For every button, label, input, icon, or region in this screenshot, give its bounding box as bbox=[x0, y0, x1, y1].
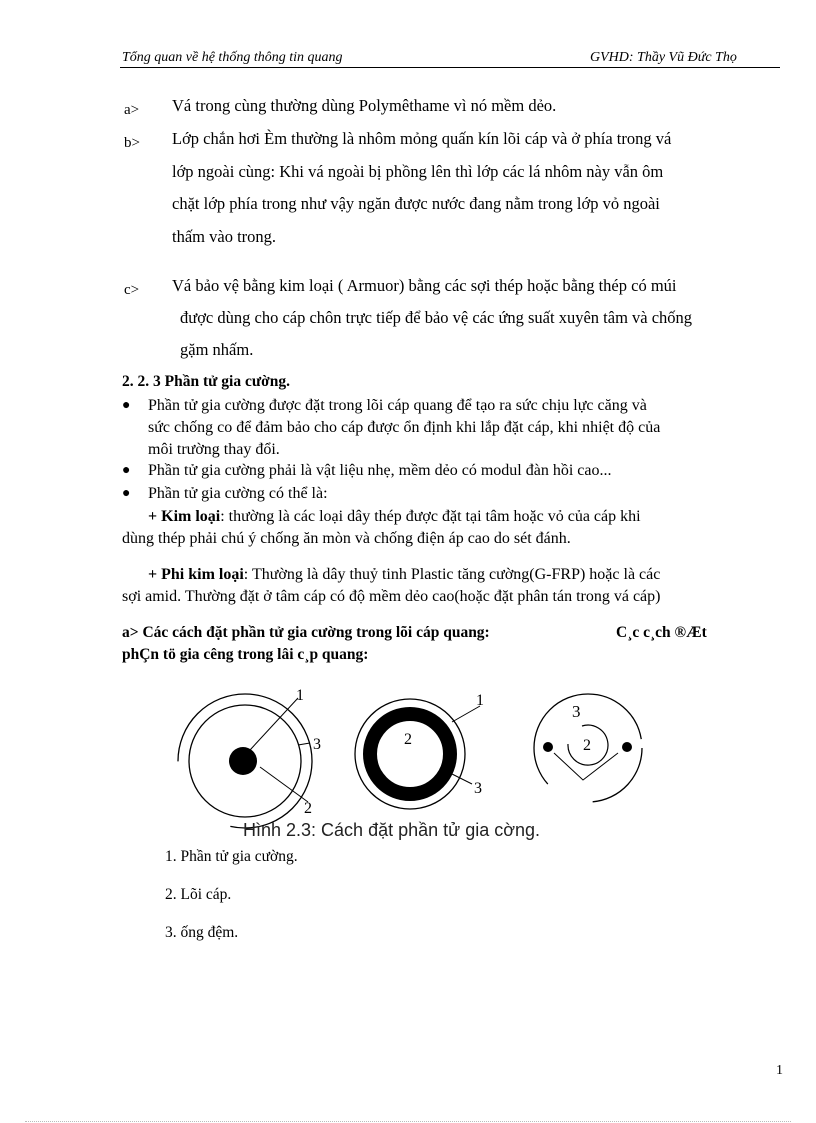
label-3: 3 bbox=[572, 702, 581, 721]
figure-caption: Hình 2.3: Cách đặt phần tử gia cờng. bbox=[243, 820, 541, 840]
legend-item: 1. Phần tử gia cường. bbox=[165, 848, 298, 865]
strength-member bbox=[622, 742, 632, 752]
metal-paragraph bbox=[148, 506, 778, 528]
bullet-dot: ● bbox=[122, 463, 131, 478]
item-b-line: thấm vào trong. bbox=[172, 226, 277, 246]
item-b-label: b> bbox=[124, 135, 140, 151]
section-heading: 2. 2. 3 Phần tử gia cường. bbox=[122, 373, 290, 390]
item-b-text bbox=[172, 123, 778, 253]
bullet-text: Phần tử gia cường có thể là: bbox=[148, 485, 328, 502]
item-a-text: Vá trong cùng thường dùng Polymêthame vì nó mềm dẻo. bbox=[172, 96, 557, 115]
metal-text-line2: dùng thép phải chú ý chống ăn mòn và chống điện áp cao do sét đánh. bbox=[122, 530, 571, 547]
bullet-line: môi trường thay đổi. bbox=[148, 441, 280, 458]
subheading: a> Các cách đặt phần tử gia cường trong lõi cáp quang: bbox=[122, 624, 490, 641]
metal-text: : thường là các loại dây thép được đặt tại tâm hoặc vỏ của cáp khi bbox=[220, 508, 641, 525]
item-c-label: c> bbox=[124, 282, 140, 298]
item-c-line: được dùng cho cáp chôn trực tiếp để bảo vệ các ứng suất xuyên tâm và chống bbox=[180, 308, 693, 327]
header-advisor: GVHD: Thầy Vũ Đức Thọ bbox=[590, 50, 737, 65]
cable-distributed-strength bbox=[534, 694, 642, 802]
legend-item: 2. Lõi cáp. bbox=[165, 886, 232, 903]
item-b-line: chặt lớp phía trong như vậy ngăn được nước đang nằm trong lớp vỏ ngoài bbox=[172, 194, 660, 213]
strength-ring bbox=[370, 714, 450, 794]
strength-member bbox=[543, 742, 553, 752]
item-c-line: gặm nhấm. bbox=[180, 340, 254, 359]
metal-term: + Kim loại bbox=[148, 508, 221, 525]
label-1: 1 bbox=[476, 692, 484, 709]
cable-figure bbox=[170, 680, 670, 840]
header-title: Tổng quan về hệ thống thông tin quang bbox=[122, 50, 343, 65]
bullet-line: Phần tử gia cường được đặt trong lõi cáp quang để tạo ra sức chịu lực căng và bbox=[148, 397, 647, 414]
subheading-garbled-1: C¸c c¸ch ®Æt bbox=[616, 624, 707, 641]
item-a-label: a> bbox=[124, 102, 140, 118]
cable-central-strength bbox=[178, 687, 321, 828]
nonmetal-text: : Thường là dây thuỷ tinh Plastic tăng cường(G-FRP) hoặc là các bbox=[243, 566, 661, 583]
label-3: 3 bbox=[474, 780, 482, 797]
label-2: 2 bbox=[304, 800, 312, 817]
nonmetal-paragraph bbox=[148, 564, 778, 586]
cable-ring-strength bbox=[355, 692, 484, 809]
page-number: 1 bbox=[776, 1063, 783, 1078]
label-3: 3 bbox=[313, 736, 321, 753]
bullet-dot: ● bbox=[122, 486, 131, 501]
page-bottom-rule bbox=[25, 1121, 791, 1122]
strength-member bbox=[229, 747, 257, 775]
bullet-text: Phần tử gia cường phải là vật liệu nhẹ, mềm dẻo có modul đàn hồi cao... bbox=[148, 462, 612, 479]
item-c-line: Vá bảo vệ bằng kim loại ( Armuor) bằng các sợi thép hoặc bằng thép có múi bbox=[172, 276, 677, 295]
legend-item: 3. ống đệm. bbox=[165, 924, 239, 941]
bullet-dot: ● bbox=[122, 398, 131, 413]
leader-line bbox=[554, 753, 618, 780]
label-1: 1 bbox=[296, 687, 304, 704]
header-rule bbox=[120, 67, 780, 68]
nonmetal-text-line2: sợi amid. Thường đặt ở tâm cáp có độ mềm dẻo cao(hoặc đặt phân tán trong vá cáp) bbox=[122, 588, 661, 605]
label-2: 2 bbox=[583, 737, 591, 754]
bullet-line: sức chống co để đảm bảo cho cáp được ổn định khi lắp đặt cáp, khi nhiệt độ của bbox=[148, 419, 661, 436]
leader-line bbox=[260, 767, 308, 802]
nonmetal-term: + Phi kim loại bbox=[148, 566, 244, 583]
subheading-garbled-2: phÇn tö gia cêng trong lâi c¸p quang: bbox=[122, 646, 369, 663]
item-b-line: lớp ngoài cùng: Khi vá ngoài bị phồng lên thì lớp các lá nhôm này vẫn ôm bbox=[172, 161, 664, 181]
leader-line bbox=[298, 743, 310, 745]
bullet-text bbox=[148, 395, 778, 461]
label-2: 2 bbox=[404, 731, 412, 748]
item-b-line: Lớp chắn hơi Èm thường là nhôm mỏng quấn kín lõi cáp và ở phía trong vá bbox=[172, 129, 672, 148]
